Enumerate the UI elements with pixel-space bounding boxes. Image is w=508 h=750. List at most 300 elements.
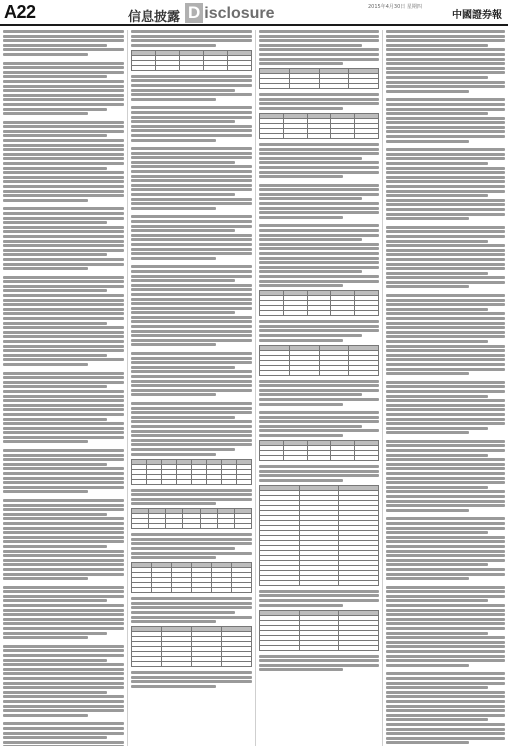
text-line xyxy=(131,202,252,205)
table-cell xyxy=(260,311,284,316)
text-line xyxy=(131,402,252,405)
text-line xyxy=(131,120,235,123)
text-line xyxy=(3,381,124,384)
text-line xyxy=(3,112,88,115)
text-line xyxy=(386,240,488,243)
text-line xyxy=(3,345,124,348)
text-line xyxy=(259,384,379,387)
text-line xyxy=(386,404,505,407)
text-line xyxy=(3,668,124,671)
data-table xyxy=(131,50,252,71)
text-line xyxy=(259,224,379,227)
text-line xyxy=(259,280,379,283)
text-line xyxy=(131,238,252,241)
text-line xyxy=(3,207,124,210)
text-line xyxy=(131,434,252,437)
text-line xyxy=(259,157,362,160)
table-row xyxy=(260,311,379,316)
text-line xyxy=(3,481,124,484)
text-line xyxy=(386,490,505,493)
text-line xyxy=(386,418,505,421)
text-line xyxy=(3,632,107,635)
text-line xyxy=(3,659,107,662)
text-line xyxy=(386,395,488,398)
table-cell xyxy=(260,645,300,650)
text-line xyxy=(386,477,505,480)
article-column-1 xyxy=(3,30,124,746)
text-line xyxy=(259,247,379,250)
text-line xyxy=(386,517,505,520)
text-line xyxy=(3,536,124,539)
text-line xyxy=(259,599,379,602)
text-line xyxy=(3,267,88,270)
text-line xyxy=(3,736,107,739)
data-table xyxy=(259,610,379,651)
text-line xyxy=(131,502,216,505)
text-line xyxy=(131,248,252,251)
newspaper-masthead: 中國證券報 xyxy=(452,10,502,21)
text-line xyxy=(386,345,505,348)
text-line xyxy=(131,685,216,688)
text-line xyxy=(386,226,505,229)
text-line xyxy=(259,284,343,287)
text-line xyxy=(131,416,235,419)
text-line xyxy=(386,559,505,562)
text-line xyxy=(386,263,505,266)
text-line xyxy=(3,573,124,576)
text-line xyxy=(3,663,124,666)
text-line xyxy=(259,243,379,246)
text-line xyxy=(386,444,505,447)
text-line xyxy=(259,275,379,278)
text-line xyxy=(259,420,379,423)
text-line xyxy=(3,627,124,630)
text-line xyxy=(3,94,124,97)
text-line xyxy=(386,645,505,648)
section-title-cn: 信息披露 xyxy=(128,10,181,25)
text-line xyxy=(131,129,252,132)
text-line xyxy=(386,312,505,315)
text-line xyxy=(3,672,124,675)
text-line xyxy=(131,671,252,674)
issue-date: 2015年4月30日 星期四 xyxy=(368,4,422,10)
text-line xyxy=(259,590,379,593)
column-divider xyxy=(255,30,256,746)
text-line xyxy=(386,199,505,202)
text-line xyxy=(131,330,252,333)
text-line xyxy=(131,265,252,268)
table-cell xyxy=(283,456,307,461)
text-line xyxy=(131,597,252,600)
table-row xyxy=(132,662,252,667)
text-line xyxy=(259,380,379,383)
text-line xyxy=(131,298,252,301)
text-line xyxy=(259,429,379,432)
table-cell xyxy=(217,524,234,529)
text-line xyxy=(131,498,252,501)
table-cell xyxy=(260,456,284,461)
text-line xyxy=(3,358,124,361)
table-cell xyxy=(260,84,290,89)
text-line xyxy=(386,422,505,425)
text-line xyxy=(3,62,124,65)
text-line xyxy=(259,184,379,187)
text-line xyxy=(3,354,107,357)
text-line xyxy=(3,463,107,466)
text-line xyxy=(131,39,252,42)
text-line xyxy=(3,449,124,452)
text-line xyxy=(386,62,505,65)
table-cell xyxy=(212,588,232,593)
text-line xyxy=(259,58,379,61)
text-line xyxy=(386,203,505,206)
text-line xyxy=(386,655,505,658)
table-cell xyxy=(331,311,355,316)
text-line xyxy=(131,106,252,109)
text-line xyxy=(3,472,124,475)
text-line xyxy=(386,573,505,576)
text-line xyxy=(386,509,469,512)
table-row xyxy=(260,645,379,650)
text-line xyxy=(3,727,124,730)
text-line xyxy=(259,216,343,219)
section-en-rest: isclosure xyxy=(204,5,275,22)
text-line xyxy=(131,407,252,410)
text-line xyxy=(386,135,505,138)
table-cell xyxy=(289,84,319,89)
text-line xyxy=(386,85,505,88)
text-line xyxy=(386,103,505,106)
text-line xyxy=(3,180,124,183)
table-cell xyxy=(355,133,379,138)
table-cell xyxy=(355,311,379,316)
text-line xyxy=(3,326,124,329)
text-line xyxy=(131,234,252,237)
table-cell xyxy=(349,370,379,375)
text-line xyxy=(386,108,505,111)
article-column-2 xyxy=(131,30,252,746)
table-cell xyxy=(222,479,237,484)
text-line xyxy=(386,267,505,270)
table-cell xyxy=(260,370,290,375)
text-line xyxy=(3,745,124,746)
text-line xyxy=(131,320,252,323)
text-line xyxy=(386,385,505,388)
text-line xyxy=(259,234,379,237)
text-line xyxy=(386,563,488,566)
text-line xyxy=(3,477,124,480)
text-line xyxy=(3,285,124,288)
text-line xyxy=(386,162,488,165)
text-line xyxy=(386,618,505,621)
text-line xyxy=(259,93,379,96)
table-cell xyxy=(177,479,192,484)
text-line xyxy=(386,176,505,179)
text-line xyxy=(386,190,505,193)
text-line xyxy=(3,531,124,534)
text-line xyxy=(131,79,252,82)
text-line xyxy=(259,257,379,260)
text-line xyxy=(386,504,505,507)
text-line xyxy=(386,294,505,297)
text-line xyxy=(3,240,124,243)
text-line xyxy=(131,389,252,392)
text-line xyxy=(386,682,505,685)
text-line xyxy=(131,393,216,396)
paragraph-gap xyxy=(3,58,124,62)
text-line xyxy=(386,121,505,124)
table-row xyxy=(260,370,379,375)
text-line xyxy=(386,723,505,726)
text-line xyxy=(3,194,124,197)
text-line xyxy=(3,645,124,648)
text-line xyxy=(386,39,505,42)
text-line xyxy=(3,303,124,306)
table-cell xyxy=(132,524,149,529)
text-line xyxy=(3,340,124,343)
text-line xyxy=(3,741,124,744)
text-line xyxy=(259,62,343,65)
text-line xyxy=(386,695,505,698)
text-line xyxy=(131,288,252,291)
column-divider xyxy=(127,30,128,746)
data-table xyxy=(259,345,379,376)
text-line xyxy=(386,317,505,320)
table-row xyxy=(260,456,379,461)
text-line xyxy=(386,235,505,238)
table-row xyxy=(132,524,252,529)
text-line xyxy=(3,527,124,530)
text-line xyxy=(3,263,124,266)
text-line xyxy=(131,439,252,442)
text-line xyxy=(131,533,252,536)
table-cell xyxy=(283,311,307,316)
text-line xyxy=(259,171,379,174)
text-line xyxy=(3,404,124,407)
table-cell xyxy=(260,580,300,585)
table-cell xyxy=(132,662,162,667)
text-line xyxy=(386,545,505,548)
text-line xyxy=(131,425,252,428)
data-table xyxy=(259,485,379,586)
text-line xyxy=(386,527,505,530)
text-line xyxy=(3,545,107,548)
text-line xyxy=(259,107,343,110)
text-line xyxy=(3,590,124,593)
text-line xyxy=(131,30,252,33)
text-line xyxy=(386,299,505,302)
text-line xyxy=(386,677,505,680)
data-table xyxy=(259,113,379,139)
page-header xyxy=(0,0,508,26)
text-line xyxy=(386,431,469,434)
table-cell xyxy=(172,588,192,593)
text-line xyxy=(386,709,505,712)
article-column-4 xyxy=(386,30,505,746)
text-line xyxy=(259,211,379,214)
text-line xyxy=(259,659,379,662)
table-row xyxy=(132,479,252,484)
text-line xyxy=(259,664,379,667)
table-cell xyxy=(207,479,222,484)
table-cell xyxy=(192,588,212,593)
text-line xyxy=(3,349,124,352)
text-line xyxy=(386,536,505,539)
table-cell xyxy=(222,662,252,667)
text-line xyxy=(386,157,505,160)
text-line xyxy=(386,326,505,329)
text-line xyxy=(386,622,505,625)
text-line xyxy=(259,393,362,396)
text-line xyxy=(3,499,124,502)
table-cell xyxy=(132,479,147,484)
text-line xyxy=(131,556,216,559)
text-line xyxy=(386,609,505,612)
table-cell xyxy=(132,65,156,70)
text-line xyxy=(3,185,124,188)
text-line xyxy=(386,322,505,325)
text-line xyxy=(386,340,488,343)
text-line xyxy=(259,202,379,205)
article-column-3 xyxy=(259,30,379,746)
text-line xyxy=(3,294,124,297)
text-line xyxy=(259,143,379,146)
text-line xyxy=(259,152,379,155)
text-line xyxy=(386,413,505,416)
table-cell xyxy=(355,456,379,461)
text-line xyxy=(131,84,252,87)
text-line xyxy=(386,208,505,211)
data-table xyxy=(259,290,379,316)
text-line xyxy=(386,390,505,393)
text-line xyxy=(131,188,252,191)
text-line xyxy=(131,489,252,492)
text-line xyxy=(386,213,505,216)
text-line xyxy=(3,171,124,174)
text-line xyxy=(259,411,379,414)
text-line xyxy=(3,408,124,411)
text-line xyxy=(3,654,124,657)
text-line xyxy=(386,67,505,70)
table-cell xyxy=(228,65,252,70)
text-line xyxy=(386,613,505,616)
text-line xyxy=(131,420,252,423)
text-line xyxy=(131,184,252,187)
text-line xyxy=(3,299,124,302)
text-line xyxy=(3,732,124,735)
text-line xyxy=(259,166,379,169)
text-line xyxy=(386,568,505,571)
text-line xyxy=(131,193,235,196)
text-line xyxy=(3,75,107,78)
text-line xyxy=(3,436,124,439)
text-line xyxy=(3,458,124,461)
data-table xyxy=(131,459,252,485)
text-line xyxy=(386,30,505,33)
text-line xyxy=(3,709,124,712)
text-line xyxy=(131,339,252,342)
text-line xyxy=(386,632,488,635)
paragraph-gap xyxy=(3,368,124,372)
text-line xyxy=(3,108,107,111)
text-line xyxy=(259,389,379,392)
text-line xyxy=(259,35,379,38)
text-line xyxy=(386,531,488,534)
text-line xyxy=(386,454,488,457)
text-line xyxy=(386,718,488,721)
text-line xyxy=(131,552,252,555)
data-table xyxy=(259,440,379,461)
table-cell xyxy=(319,370,349,375)
text-line xyxy=(131,606,252,609)
text-line xyxy=(3,121,124,124)
text-line xyxy=(386,253,505,256)
text-line xyxy=(259,329,379,332)
text-line xyxy=(3,212,124,215)
text-line xyxy=(131,198,252,201)
text-line xyxy=(3,427,124,430)
text-line xyxy=(3,372,124,375)
text-line xyxy=(131,334,252,337)
text-line xyxy=(131,284,252,287)
text-line xyxy=(386,81,505,84)
text-line xyxy=(386,35,505,38)
text-line xyxy=(386,363,505,366)
data-table xyxy=(259,68,379,89)
data-table xyxy=(131,508,252,529)
text-line xyxy=(386,331,505,334)
text-line xyxy=(386,130,505,133)
text-line xyxy=(3,226,124,229)
text-line xyxy=(3,280,124,283)
text-line xyxy=(3,390,124,393)
text-line xyxy=(386,737,505,740)
text-line xyxy=(259,266,379,269)
text-line xyxy=(131,270,252,273)
text-line xyxy=(131,293,252,296)
text-line xyxy=(3,649,124,652)
text-line xyxy=(131,620,216,623)
text-line xyxy=(386,308,488,311)
text-line xyxy=(386,659,505,662)
text-line xyxy=(3,258,124,261)
text-line xyxy=(131,139,216,142)
table-cell xyxy=(234,524,251,529)
text-line xyxy=(386,463,505,466)
text-line xyxy=(3,705,124,708)
text-line xyxy=(386,577,469,580)
text-line xyxy=(3,399,124,402)
text-line xyxy=(131,252,252,255)
data-table xyxy=(131,626,252,667)
table-cell xyxy=(149,524,166,529)
text-line xyxy=(3,454,124,457)
text-line xyxy=(3,517,124,520)
section-title-en xyxy=(185,3,275,23)
text-line xyxy=(3,395,124,398)
text-line xyxy=(386,217,469,220)
text-line xyxy=(386,281,505,284)
text-line xyxy=(3,308,124,311)
text-line xyxy=(3,636,88,639)
text-line xyxy=(3,700,124,703)
text-line xyxy=(3,162,124,165)
text-line xyxy=(259,98,379,101)
text-line xyxy=(386,636,505,639)
table-row xyxy=(260,133,379,138)
text-line xyxy=(3,613,124,616)
text-line xyxy=(259,416,379,419)
